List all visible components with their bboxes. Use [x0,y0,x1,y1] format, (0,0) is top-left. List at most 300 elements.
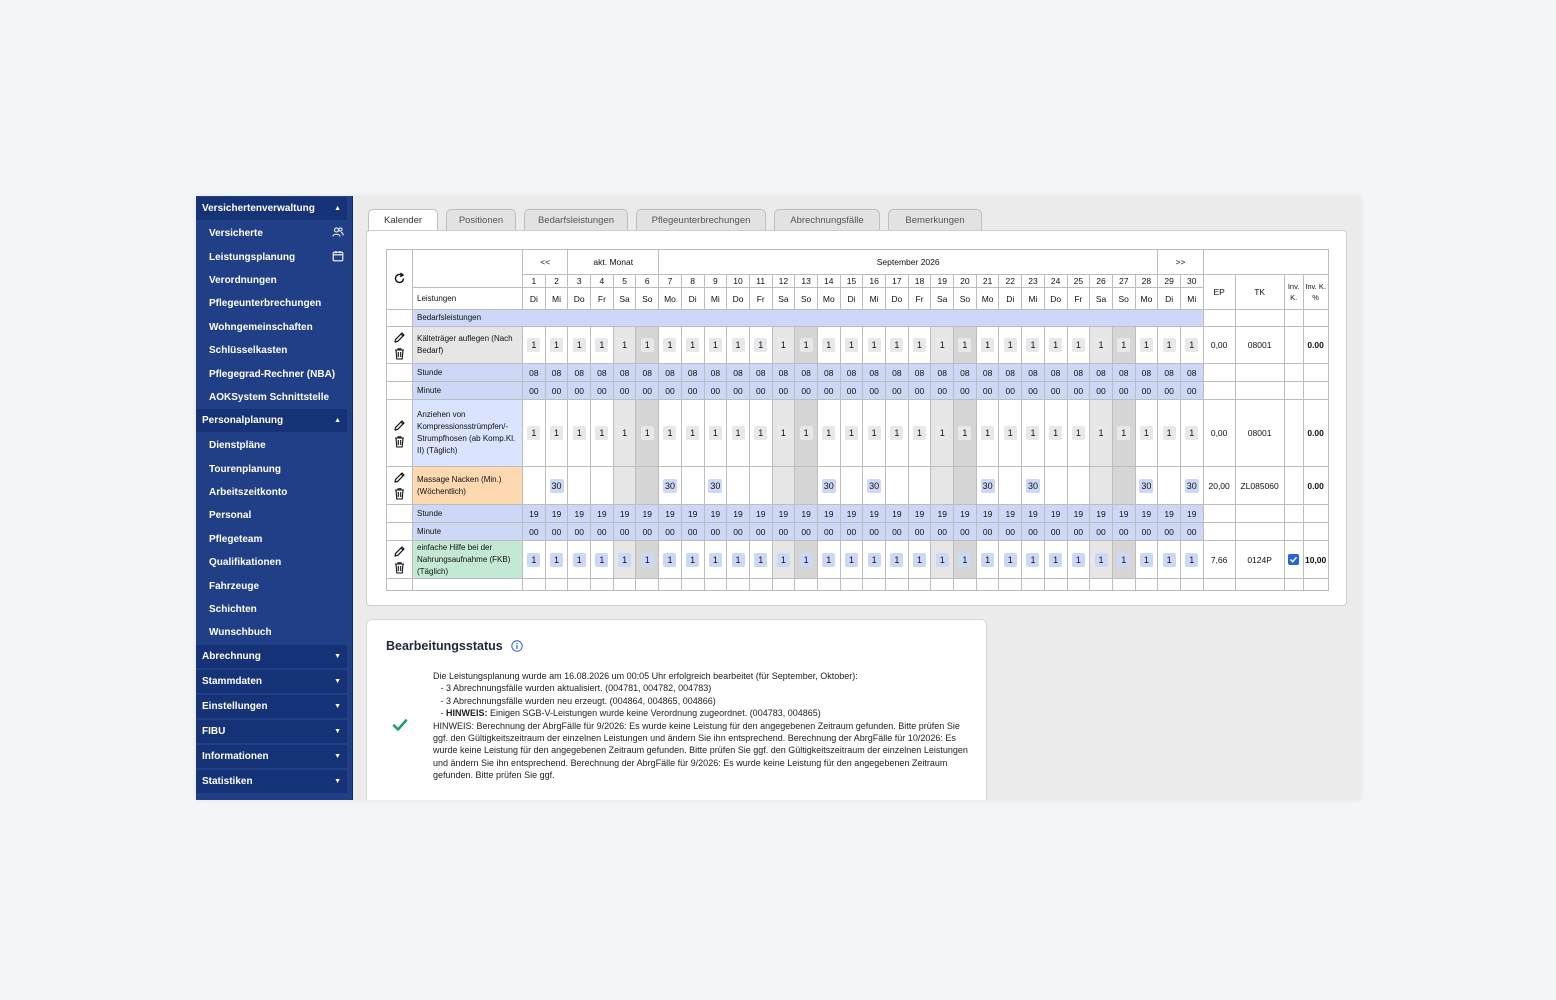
time-cell[interactable]: 08 [591,364,614,382]
planned-count[interactable]: 1 [709,426,722,440]
day-cell[interactable] [908,327,931,364]
planned-count[interactable]: 1 [595,338,608,352]
planned-count[interactable]: 1 [686,338,699,352]
planned-count[interactable]: 1 [800,553,813,567]
time-cell[interactable]: 08 [727,364,750,382]
planned-count[interactable]: 1 [1004,338,1017,352]
time-cell[interactable]: 00 [727,523,750,541]
planned-count[interactable]: 1 [936,338,949,352]
time-cell[interactable]: 08 [976,364,999,382]
time-cell[interactable]: 19 [704,505,727,523]
tab-pflegeunterbrechungen[interactable]: Pflegeunterbrechungen [636,209,766,230]
time-cell[interactable]: 08 [545,364,568,382]
trash-icon[interactable] [393,347,406,360]
day-cell[interactable] [1180,327,1203,364]
day-cell[interactable] [1044,541,1067,579]
planned-count[interactable]: 1 [890,426,903,440]
day-cell[interactable] [591,400,614,467]
edit-icon[interactable] [393,419,406,432]
planned-count[interactable]: 1 [822,553,835,567]
time-cell[interactable]: 08 [908,364,931,382]
day-cell[interactable] [1180,467,1203,505]
time-cell[interactable]: 08 [840,364,863,382]
planned-count[interactable]: 1 [1004,426,1017,440]
time-cell[interactable]: 08 [749,364,772,382]
day-cell[interactable] [1158,327,1181,364]
sidebar-group-abrechnung[interactable]: Abrechnung ▼ [196,645,347,668]
day-cell[interactable] [976,400,999,467]
planned-count[interactable]: 1 [663,553,676,567]
day-cell[interactable] [1090,541,1113,579]
day-cell[interactable] [1135,467,1158,505]
day-cell[interactable] [523,327,546,364]
time-cell[interactable]: 00 [636,382,659,400]
planned-count[interactable]: 1 [958,553,971,567]
day-cell[interactable] [840,327,863,364]
day-cell[interactable] [931,541,954,579]
day-cell[interactable] [523,541,546,579]
day-cell[interactable] [568,327,591,364]
day-cell[interactable] [1135,400,1158,467]
sidebar-item-schichten[interactable]: Schichten [209,604,257,616]
day-cell[interactable] [591,467,614,505]
time-cell[interactable]: 08 [817,364,840,382]
planned-count[interactable]: 1 [732,553,745,567]
time-cell[interactable]: 00 [908,382,931,400]
planned-count[interactable]: 1 [800,426,813,440]
sidebar-item-verordnungen[interactable]: Verordnungen [209,274,277,286]
planned-count[interactable]: 1 [845,553,858,567]
planned-count[interactable]: 1 [732,338,745,352]
time-cell[interactable]: 00 [772,523,795,541]
planned-count[interactable]: 1 [777,553,790,567]
sidebar-group-fibu[interactable]: FIBU ▼ [196,720,347,743]
time-cell[interactable]: 08 [613,364,636,382]
time-cell[interactable]: 00 [1044,382,1067,400]
planned-count[interactable]: 1 [1026,553,1039,567]
planned-count[interactable]: 1 [913,338,926,352]
day-cell[interactable] [908,400,931,467]
day-cell[interactable] [1044,327,1067,364]
time-cell[interactable]: 00 [1158,382,1181,400]
day-cell[interactable] [999,541,1022,579]
day-cell[interactable] [681,467,704,505]
planned-count[interactable]: 1 [1140,553,1153,567]
planned-count[interactable]: 1 [1049,426,1062,440]
time-cell[interactable]: 00 [954,523,977,541]
planned-count[interactable]: 1 [1117,553,1130,567]
day-cell[interactable] [727,327,750,364]
planned-count[interactable]: 1 [890,553,903,567]
time-cell[interactable]: 00 [1135,523,1158,541]
time-cell[interactable]: 19 [613,505,636,523]
time-cell[interactable]: 19 [772,505,795,523]
planned-count[interactable]: 1 [1026,426,1039,440]
planned-count[interactable]: 1 [573,426,586,440]
day-cell[interactable] [886,541,909,579]
planned-count[interactable]: 1 [709,338,722,352]
planned-count[interactable]: 1 [868,553,881,567]
day-cell[interactable] [591,327,614,364]
time-cell[interactable]: 00 [1112,523,1135,541]
sidebar-item-wohngemeinschaften[interactable]: Wohngemeinschaften [209,321,313,333]
time-cell[interactable]: 19 [727,505,750,523]
day-cell[interactable] [545,541,568,579]
sidebar-item-schluesselkasten[interactable]: Schlüsselkasten [209,345,288,357]
planned-count[interactable]: 1 [777,426,790,440]
time-cell[interactable]: 00 [976,382,999,400]
sidebar-group-stammdaten[interactable]: Stammdaten ▼ [196,670,347,693]
day-cell[interactable] [863,467,886,505]
day-cell[interactable] [1158,541,1181,579]
day-cell[interactable] [704,400,727,467]
time-cell[interactable]: 19 [931,505,954,523]
planned-count[interactable]: 1 [1185,426,1198,440]
time-cell[interactable]: 19 [659,505,682,523]
time-cell[interactable]: 00 [1158,523,1181,541]
day-cell[interactable] [749,541,772,579]
day-cell[interactable] [954,541,977,579]
time-cell[interactable]: 08 [636,364,659,382]
day-cell[interactable] [659,467,682,505]
day-cell[interactable] [863,400,886,467]
time-cell[interactable]: 00 [659,523,682,541]
time-cell[interactable]: 00 [591,523,614,541]
time-cell[interactable]: 00 [704,382,727,400]
time-cell[interactable]: 08 [999,364,1022,382]
day-cell[interactable] [1112,400,1135,467]
planned-count[interactable]: 1 [573,338,586,352]
day-cell[interactable] [1180,400,1203,467]
time-cell[interactable]: 08 [1158,364,1181,382]
time-cell[interactable]: 00 [1180,523,1203,541]
planned-count[interactable]: 30 [982,480,993,491]
time-cell[interactable]: 00 [681,382,704,400]
time-cell[interactable]: 00 [999,523,1022,541]
sidebar-group-einstellungen[interactable]: Einstellungen ▼ [196,695,347,718]
time-cell[interactable]: 00 [681,523,704,541]
day-cell[interactable] [886,327,909,364]
day-cell[interactable] [659,327,682,364]
time-cell[interactable]: 00 [863,523,886,541]
day-cell[interactable] [568,400,591,467]
time-cell[interactable]: 00 [613,382,636,400]
day-cell[interactable] [545,400,568,467]
day-cell[interactable] [840,541,863,579]
time-cell[interactable]: 08 [704,364,727,382]
sidebar-group-statistiken[interactable]: Statistiken ▼ [196,770,347,793]
day-cell[interactable] [999,400,1022,467]
day-cell[interactable] [817,467,840,505]
planned-count[interactable]: 1 [845,338,858,352]
time-cell[interactable]: 00 [749,382,772,400]
day-cell[interactable] [1067,327,1090,364]
edit-icon[interactable] [393,545,406,558]
next-month-button[interactable]: >> [1158,250,1203,275]
planned-count[interactable]: 1 [618,426,631,440]
day-cell[interactable] [817,327,840,364]
planned-count[interactable]: 1 [913,553,926,567]
day-cell[interactable] [681,327,704,364]
day-cell[interactable] [704,467,727,505]
time-cell[interactable]: 08 [886,364,909,382]
day-cell[interactable] [1112,327,1135,364]
time-cell[interactable]: 19 [840,505,863,523]
sidebar-group-informationen[interactable]: Informationen ▼ [196,745,347,768]
edit-icon[interactable] [393,471,406,484]
planned-count[interactable]: 1 [641,553,654,567]
planned-count[interactable]: 1 [754,426,767,440]
day-cell[interactable] [727,400,750,467]
planned-count[interactable]: 1 [1026,338,1039,352]
planned-count[interactable]: 1 [1072,553,1085,567]
planned-count[interactable]: 30 [1141,480,1152,491]
time-cell[interactable]: 19 [1044,505,1067,523]
planned-count[interactable]: 1 [1185,553,1198,567]
sidebar-item-tourenplanung[interactable]: Tourenplanung [209,463,282,475]
planned-count[interactable]: 1 [754,553,767,567]
time-cell[interactable]: 00 [704,523,727,541]
day-cell[interactable] [636,541,659,579]
day-cell[interactable] [1135,541,1158,579]
day-cell[interactable] [636,400,659,467]
day-cell[interactable] [1022,327,1045,364]
time-cell[interactable]: 19 [795,505,818,523]
time-cell[interactable]: 00 [1180,382,1203,400]
day-cell[interactable] [1090,400,1113,467]
planned-count[interactable]: 1 [981,553,994,567]
time-cell[interactable]: 19 [1067,505,1090,523]
day-cell[interactable] [545,467,568,505]
trash-icon[interactable] [393,435,406,448]
planned-count[interactable]: 30 [823,480,834,491]
planned-count[interactable]: 1 [958,426,971,440]
day-cell[interactable] [795,541,818,579]
day-cell[interactable] [749,467,772,505]
day-cell[interactable] [1067,467,1090,505]
time-cell[interactable]: 00 [931,523,954,541]
planned-count[interactable]: 1 [618,338,631,352]
planned-count[interactable]: 30 [1027,480,1038,491]
planned-count[interactable]: 1 [1163,553,1176,567]
time-cell[interactable]: 19 [523,505,546,523]
time-cell[interactable]: 08 [1067,364,1090,382]
planned-count[interactable]: 1 [1140,338,1153,352]
day-cell[interactable] [999,467,1022,505]
day-cell[interactable] [1067,541,1090,579]
time-cell[interactable]: 00 [931,382,954,400]
planned-count[interactable]: 1 [550,426,563,440]
time-cell[interactable]: 19 [636,505,659,523]
time-cell[interactable]: 00 [613,523,636,541]
day-cell[interactable] [681,541,704,579]
day-cell[interactable] [772,541,795,579]
time-cell[interactable]: 00 [817,523,840,541]
day-cell[interactable] [976,541,999,579]
time-cell[interactable]: 00 [1112,382,1135,400]
planned-count[interactable]: 1 [1117,426,1130,440]
time-cell[interactable]: 19 [863,505,886,523]
time-cell[interactable]: 00 [659,382,682,400]
planned-count[interactable]: 30 [664,480,675,491]
day-cell[interactable] [523,400,546,467]
time-cell[interactable]: 08 [1180,364,1203,382]
time-cell[interactable]: 00 [954,382,977,400]
day-cell[interactable] [1180,541,1203,579]
time-cell[interactable]: 00 [840,523,863,541]
day-cell[interactable] [613,541,636,579]
time-cell[interactable]: 00 [545,523,568,541]
sidebar-item-dienstplaene[interactable]: Dienstpläne [209,440,266,452]
tab-bemerkungen[interactable]: Bemerkungen [888,209,982,230]
refresh-icon[interactable] [393,272,406,285]
time-cell[interactable]: 19 [817,505,840,523]
planned-count[interactable]: 1 [822,426,835,440]
day-cell[interactable] [613,327,636,364]
day-cell[interactable] [1112,467,1135,505]
time-cell[interactable]: 19 [908,505,931,523]
planned-count[interactable]: 1 [1163,338,1176,352]
time-cell[interactable]: 00 [1067,382,1090,400]
time-cell[interactable]: 00 [1044,523,1067,541]
planned-count[interactable]: 1 [800,338,813,352]
time-cell[interactable]: 19 [1135,505,1158,523]
time-cell[interactable]: 19 [749,505,772,523]
day-cell[interactable] [772,400,795,467]
sidebar-item-aoksystem-schnittstelle[interactable]: AOKSystem Schnittstelle [209,391,330,403]
planned-count[interactable]: 1 [913,426,926,440]
day-cell[interactable] [568,467,591,505]
time-cell[interactable]: 19 [999,505,1022,523]
time-cell[interactable]: 08 [681,364,704,382]
sidebar-group-versichertenverwaltung[interactable]: Versichertenverwaltung ▲ [196,197,347,220]
day-cell[interactable] [1090,327,1113,364]
planned-count[interactable]: 1 [1095,553,1108,567]
planned-count[interactable]: 1 [868,338,881,352]
time-cell[interactable]: 00 [1067,523,1090,541]
time-cell[interactable]: 00 [886,523,909,541]
inv-k-checkbox[interactable] [1288,554,1299,565]
planned-count[interactable]: 1 [1072,338,1085,352]
time-cell[interactable]: 00 [568,382,591,400]
time-cell[interactable]: 00 [772,382,795,400]
time-cell[interactable]: 19 [1090,505,1113,523]
day-cell[interactable] [886,400,909,467]
day-cell[interactable] [931,400,954,467]
planned-count[interactable]: 1 [527,553,540,567]
time-cell[interactable]: 08 [523,364,546,382]
day-cell[interactable] [954,400,977,467]
time-cell[interactable]: 00 [976,523,999,541]
day-cell[interactable] [817,541,840,579]
time-cell[interactable]: 08 [659,364,682,382]
planned-count[interactable]: 1 [754,338,767,352]
day-cell[interactable] [1158,400,1181,467]
time-cell[interactable]: 19 [681,505,704,523]
planned-count[interactable]: 1 [890,338,903,352]
day-cell[interactable] [1022,467,1045,505]
day-cell[interactable] [681,400,704,467]
day-cell[interactable] [659,541,682,579]
planned-count[interactable]: 1 [709,553,722,567]
sidebar-group-personalplanung[interactable]: Personalplanung ▲ [196,409,347,432]
planned-count[interactable]: 1 [936,426,949,440]
planned-count[interactable]: 1 [777,338,790,352]
time-cell[interactable]: 08 [568,364,591,382]
prev-month-button[interactable]: << [523,250,568,275]
time-cell[interactable]: 00 [886,382,909,400]
day-cell[interactable] [613,467,636,505]
time-cell[interactable]: 00 [795,523,818,541]
time-cell[interactable]: 00 [749,523,772,541]
day-cell[interactable] [840,467,863,505]
day-cell[interactable] [704,327,727,364]
time-cell[interactable]: 00 [1090,523,1113,541]
day-cell[interactable] [908,541,931,579]
time-cell[interactable]: 19 [591,505,614,523]
day-cell[interactable] [1112,541,1135,579]
planned-count[interactable]: 30 [710,480,721,491]
sidebar-item-versicherte[interactable]: Versicherte [196,222,352,245]
time-cell[interactable]: 00 [1090,382,1113,400]
sidebar-item-qualifikationen[interactable]: Qualifikationen [209,557,282,569]
day-cell[interactable] [931,467,954,505]
planned-count[interactable]: 1 [686,553,699,567]
planned-count[interactable]: 1 [1004,553,1017,567]
planned-count[interactable]: 1 [936,553,949,567]
planned-count[interactable]: 1 [595,426,608,440]
time-cell[interactable]: 00 [727,382,750,400]
tab-kalender[interactable]: Kalender [368,209,438,231]
day-cell[interactable] [523,467,546,505]
planned-count[interactable]: 1 [1095,426,1108,440]
time-cell[interactable]: 08 [1022,364,1045,382]
time-cell[interactable]: 19 [1022,505,1045,523]
planned-count[interactable]: 1 [686,426,699,440]
planned-count[interactable]: 1 [1049,553,1062,567]
time-cell[interactable]: 00 [1135,382,1158,400]
day-cell[interactable] [886,467,909,505]
day-cell[interactable] [1090,467,1113,505]
day-cell[interactable] [545,327,568,364]
sidebar-item-fahrzeuge[interactable]: Fahrzeuge [209,580,260,592]
planned-count[interactable]: 1 [573,553,586,567]
time-cell[interactable]: 08 [931,364,954,382]
trash-icon[interactable] [393,561,406,574]
time-cell[interactable]: 00 [1022,523,1045,541]
tab-bedarfsleistungen[interactable]: Bedarfsleistungen [524,209,628,230]
time-cell[interactable]: 08 [1044,364,1067,382]
sidebar-item-pflegeunterbrechungen[interactable]: Pflegeunterbrechungen [209,298,322,310]
planned-count[interactable]: 1 [595,553,608,567]
planned-count[interactable]: 1 [550,338,563,352]
planned-count[interactable]: 1 [1140,426,1153,440]
time-cell[interactable]: 00 [636,523,659,541]
sidebar-item-pflegeteam[interactable]: Pflegeteam [209,533,263,545]
time-cell[interactable]: 08 [1112,364,1135,382]
info-icon[interactable] [511,640,523,652]
day-cell[interactable] [727,541,750,579]
tab-abrechnungsfaelle[interactable]: Abrechnungsfälle [774,209,880,230]
day-cell[interactable] [1022,400,1045,467]
day-cell[interactable] [795,327,818,364]
time-cell[interactable]: 00 [523,523,546,541]
day-cell[interactable] [749,400,772,467]
time-cell[interactable]: 19 [1112,505,1135,523]
time-cell[interactable]: 19 [1158,505,1181,523]
time-cell[interactable]: 08 [795,364,818,382]
time-cell[interactable]: 08 [1135,364,1158,382]
